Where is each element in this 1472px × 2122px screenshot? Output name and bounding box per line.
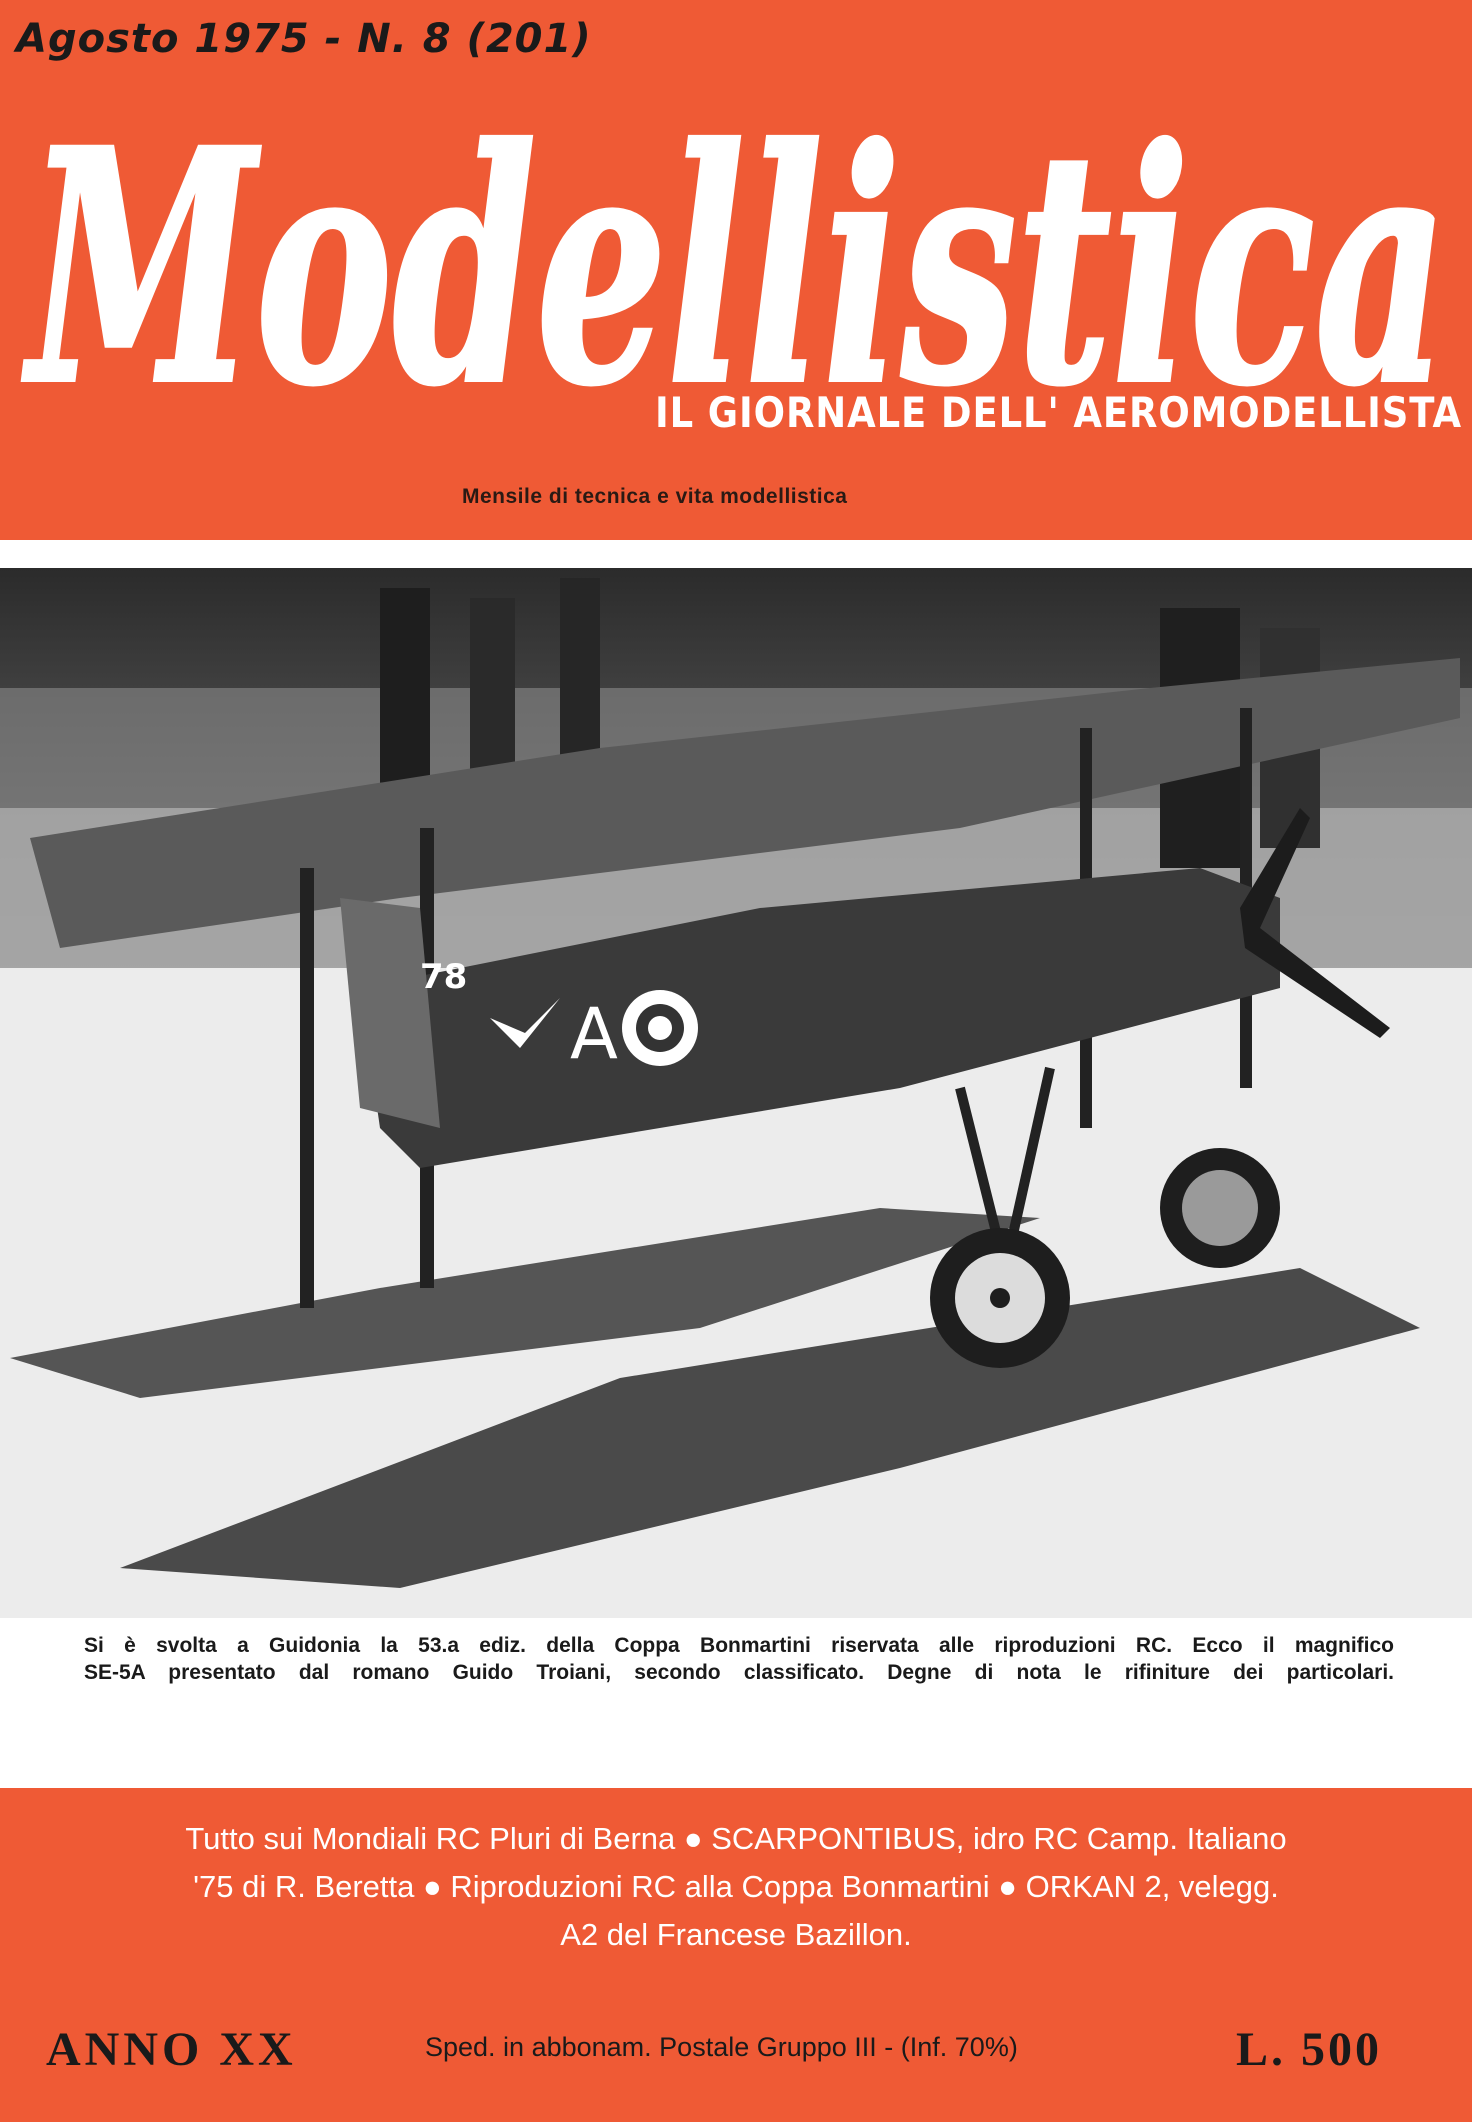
masthead [20,55,1463,437]
photo-panel [0,540,1472,1788]
tagline: Mensile di tecnica e vita modellistica [462,485,848,508]
photo-caption [84,1632,1394,1686]
teaser-line: Tutto sui Mondiali RC Pluri di Berna ● SCARPONTIBUS, idro RC Camp. Italiano [185,1821,1287,1856]
footer [0,2022,1472,2092]
issue-line: Agosto 1975 - N. 8 (201) [16,16,592,62]
aircraft-marking-letter: A [570,993,618,1075]
postal-note: Sped. in abbonam. Postale Gruppo III - (Inf. 70%) [425,2032,1018,2062]
year-volume: ANNO XX [46,2023,297,2076]
subtitle: IL GIORNALE DELL' AEROMODELLISTA [655,388,1463,437]
aircraft-marking-number: 78 [420,957,468,997]
biplane-photo [0,568,1472,1618]
cover-photo [0,568,1472,1618]
teaser-line: A2 del Francese Bazillon. [560,1917,912,1952]
caption-line: SE-5A presentato dal romano Guido Troiani, secondo classificato. Degne di nota le rifiniture dei particolari. [84,1661,1394,1684]
masthead-logo [20,55,1463,437]
masthead-title: Modellistica [21,81,1449,435]
caption-line: Si è svolta a Guidonia la 53.a ediz. della Coppa Bonmartini riservata alle riproduzioni RC. Ecco il magnifico [84,1634,1394,1657]
price: L. 500 [1236,2023,1383,2076]
contents-teaser [40,1815,1432,1959]
teaser-line: '75 di R. Beretta ● Riproduzioni RC alla Coppa Bonmartini ● ORKAN 2, velegg. [193,1869,1279,1904]
